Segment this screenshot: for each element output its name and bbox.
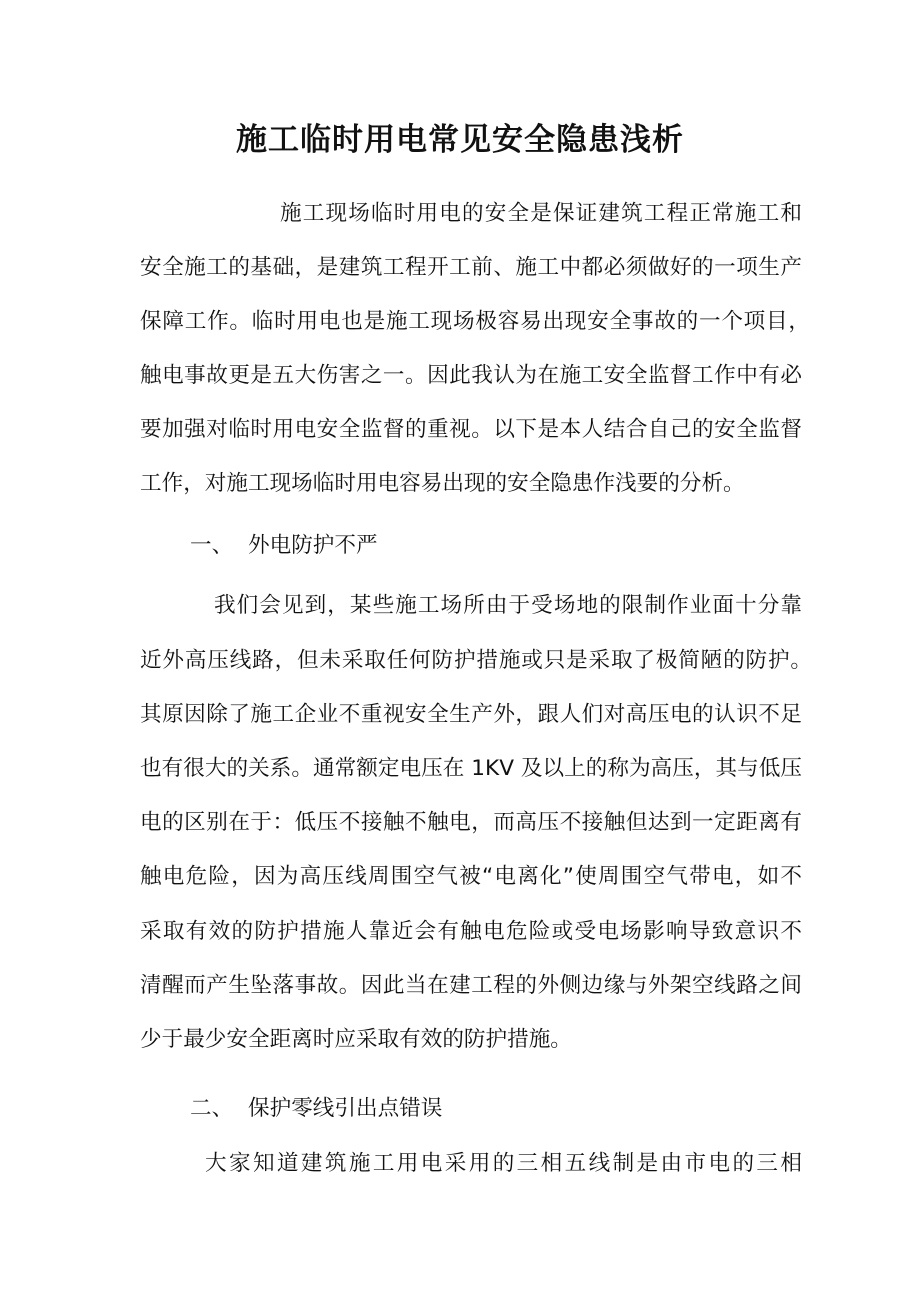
paragraph-line: 少于最少安全距离时应采取有效的防护措施。 [140, 1027, 572, 1052]
section-heading: 外电防护不严 [248, 533, 378, 558]
paragraph-line: 大家知道建筑施工用电采用的三相五线制是由市电的三相 [205, 1151, 802, 1176]
paragraph-line: 清醒而产生坠落事故。因此当在建工程的外侧边缘与外架空线路之间 [140, 973, 802, 998]
paragraph-line: 要加强对临时用电安全监督的重视。以下是本人结合自己的安全监督 [140, 417, 802, 442]
section-heading: 保护零线引出点错误 [248, 1096, 443, 1121]
paragraph-line: 安全施工的基础，是建筑工程开工前、施工中都必须做好的一项生产 [140, 255, 802, 280]
document-title: 施工临时用电常见安全隐患浅析 [236, 122, 684, 158]
paragraph-line: 电的区别在于：低压不接触不触电，而高压不接触但达到一定距离有 [140, 810, 802, 835]
paragraph-line: 也有很大的关系。通常额定电压在 1KV 及以上的称为高压，其与低压 [140, 756, 802, 781]
paragraph-line: 我们会见到，某些施工场所由于受场地的限制作业面十分靠 [214, 593, 802, 618]
paragraph-line: 保障工作。临时用电也是施工现场极容易出现安全事故的一个项目， [140, 309, 810, 334]
paragraph-line: 其原因除了施工企业不重视安全生产外，跟人们对高压电的认识不足 [140, 702, 802, 727]
paragraph-line: 工作，对施工现场临时用电容易出现的安全隐患作浅要的分析。 [140, 471, 745, 496]
section-number: 一、 [190, 533, 234, 558]
paragraph-line: 触电危险，因为高压线周围空气被“电离化”使周围空气带电，如不 [140, 864, 802, 889]
paragraph-line: 触电事故更是五大伤害之一。因此我认为在施工安全监督工作中有必 [140, 363, 802, 388]
section-number: 二、 [190, 1096, 234, 1121]
paragraph-line: 施工现场临时用电的安全是保证建筑工程正常施工和 [280, 201, 802, 226]
paragraph-line: 近外高压线路，但未采取任何防护措施或只是采取了极简陋的防护。 [140, 648, 812, 673]
paragraph-line: 采取有效的防护措施人靠近会有触电危险或受电场影响导致意识不 [140, 919, 802, 944]
